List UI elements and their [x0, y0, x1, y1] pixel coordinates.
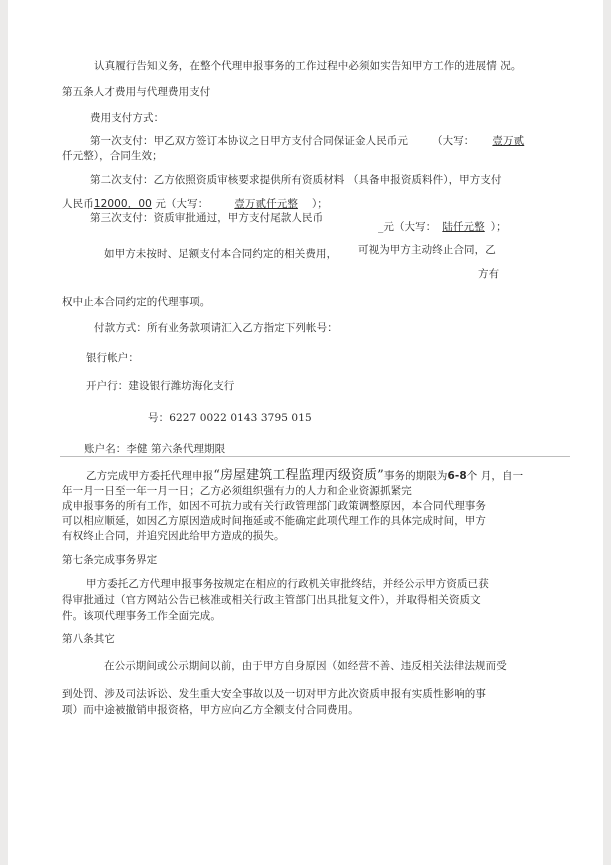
article-6-line-2: 年一月一日至一年一月一日；乙方必须组织强有力的人力和企业资源抓紧完 — [62, 485, 412, 497]
account-name-and-article-6: 账户名：李健 第六条代理期限 — [84, 443, 226, 455]
payment-2-line: 第二次支付：乙方依照资质审核要求提供所有资质材料 （具备申报资质料件），甲方支付 — [90, 174, 502, 186]
payment-2-currency: 人民币 — [62, 198, 94, 210]
late-payment-text: 如甲方未按时、足额支付本合同约定的相关费用， — [104, 248, 338, 260]
late-payment-end: 权中止本合同约定的代理事项。 — [62, 296, 211, 308]
payment-2-amount: 12000．00 — [93, 198, 152, 210]
late-payment-continued: 方有 — [478, 268, 500, 280]
section-divider — [60, 456, 570, 457]
payment-1-line — [90, 135, 524, 148]
payment-2-amount-line — [62, 198, 328, 211]
article-8-line-2: 到处罚、涉及司法诉讼、发生重大安全事故以及一切对甲方此次资质申报有实质性影响的事 — [62, 688, 486, 700]
article-7-heading: 第七条完成事务界定 — [62, 554, 158, 566]
bank-branch: 开户行：建设银行潍坊海化支行 — [86, 380, 235, 392]
article-6-qualification: “房屋建筑工程监理丙级资质” — [213, 468, 384, 483]
article-6-text-c: 个 月，自一 — [466, 470, 524, 482]
article-7-line-1: 甲方委托乙方代理申报事务按规定在相应的行政机关审批终结，并经公示甲方资质已获 — [86, 578, 489, 590]
payment-way: 付款方式：所有业务款项请汇入乙方指定下列帐号： — [94, 322, 338, 334]
article-8-heading: 第八条其它 — [62, 633, 115, 645]
payment-3-uppercase-label: _元（大写： — [378, 221, 437, 233]
article-6-line-3: 成申报事务的所有工作，如因不可抗力或有关行政管理部门政策调整原因，本合同代理事务 — [62, 500, 486, 512]
article-7-line-3: 件。该项代理事务工作全面完成。 — [62, 610, 221, 622]
article-6-line-4: 可以相应顺延，如因乙方原因造成时间拖延或不能确定此项代理工作的具体完成时间，甲方 — [62, 515, 486, 527]
payment-2-close: ）； — [311, 198, 328, 210]
payment-1-uppercase-label: （大写： — [432, 135, 475, 147]
article-8-line-1: 在公示期间或公示期间以前，由于甲方自身原因（如经营不善、违反相关法律法规而受 — [104, 660, 507, 672]
bank-account-label: 银行帐户： — [86, 352, 139, 364]
document-page — [8, 0, 603, 865]
payment-2-amount-words: 壹万贰仟元整 — [234, 198, 298, 210]
fee-method-label: 费用支付方式： — [90, 112, 165, 124]
article-6-line-1 — [86, 469, 523, 483]
account-number: 号：6227 0022 0143 3795 015 — [148, 412, 312, 424]
payment-1-amount-words: 壹万贰 — [492, 135, 525, 147]
paragraph-notify: 认真履行告知义务，在整个代理申报事务的工作过程中必须如实告知甲方工作的进展情 况。 — [94, 60, 522, 72]
payment-2-uppercase-label: 元（大写： — [151, 198, 209, 210]
article-8-line-3: 项）而中途被撤销申报资格，甲方应向乙方全额支付合同费用。 — [62, 704, 359, 716]
payment-3-amount-words: 陆仟元整 — [442, 221, 485, 233]
article-6-duration: 6-8 — [447, 470, 467, 482]
article-6-line-5: 有权终止合同，并追究因此给甲方造成的损失。 — [62, 530, 285, 542]
late-payment-consequence: 可视为甲方主动终止合同，乙 — [358, 244, 496, 256]
payment-1-continued: 仟元整），合同生效； — [62, 150, 163, 162]
payment-3-close: ）； — [490, 221, 507, 233]
payment-3-line: 第三次支付：资质审批通过，甲方支付尾款人民币 — [90, 212, 324, 224]
article-6-text-b: 事务的期限为 — [383, 470, 448, 482]
article-7-line-2: 得审批通过（官方网站公告已核准或相关行政主管部门出具批复文件），并取得相关资质文 — [62, 594, 481, 606]
payment-1-text: 第一次支付：甲乙双方签订本协议之日甲方支付合同保证金人民币元 — [90, 135, 408, 147]
payment-3-uppercase — [378, 221, 507, 234]
article-6-text-a: 乙方完成甲方委托代理申报 — [86, 470, 214, 482]
article-5-heading: 第五条人才费用与代理费用支付 — [62, 86, 211, 98]
